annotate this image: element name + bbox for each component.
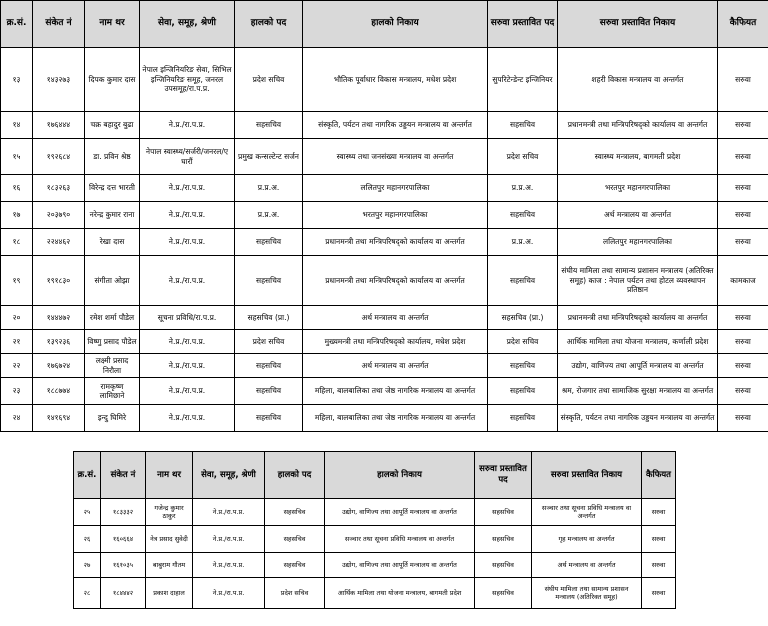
post-cell: प्रदेश सचिव	[235, 48, 303, 112]
sn-cell: २८	[74, 578, 101, 609]
header-new-post: सरुवा प्रस्तावित पद	[475, 452, 532, 499]
service-cell: ने.प्र./रा.प.प्र.	[193, 526, 265, 553]
sn-cell: १६	[1, 175, 33, 202]
name-cell: रमेश शर्मा पौडेल	[85, 306, 140, 330]
sn-cell: २४	[1, 405, 33, 432]
post-cell: सहसचिव	[235, 354, 303, 378]
new-post-cell: सहसचिव	[488, 202, 558, 229]
new-office-cell: संघीय मामिला तथा सामान्य प्रशासन मन्त्रालय (अतिरिक्त समूह) काज : नेपाल पर्यटन तथा होटल व्यवस्थापन प्रतिष्ठान	[558, 256, 718, 306]
code-cell: १७६७२४	[33, 354, 85, 378]
header-sn: क्र.सं.	[1, 1, 33, 48]
name-cell: प्रकाश दाहाल	[146, 578, 193, 609]
service-cell: ने.प्र./रा.प.प्र.	[140, 112, 235, 139]
remark-cell: कामकाज	[718, 256, 768, 306]
post-cell: सहसचिव	[235, 229, 303, 256]
office-cell: ललितपुर महानगरपालिका	[303, 175, 488, 202]
name-cell: चक्र बहादुर बुढा	[85, 112, 140, 139]
post-cell: प्रमुख कन्सल्टेन्ट सर्जन	[235, 139, 303, 175]
office-cell: अर्थ मन्त्रालय वा अन्तर्गत	[303, 306, 488, 330]
new-post-cell: सहसचिव	[488, 112, 558, 139]
remark-cell: सरुवा	[642, 526, 676, 553]
service-cell: ने.प्र./रा.प.प्र.	[140, 378, 235, 405]
code-cell: २२४४६२	[33, 229, 85, 256]
post-cell: सहसचिव	[235, 256, 303, 306]
code-cell: १९१८३०	[33, 256, 85, 306]
header-new-office: सरुवा प्रस्तावित निकाय	[532, 452, 642, 499]
table-row	[1, 202, 768, 229]
service-cell: ने.प्र./रा.प.प्र.	[140, 405, 235, 432]
new-post-cell: सहसचिव	[475, 499, 532, 526]
new-office-cell: प्रधानमन्त्री तथा मन्त्रिपरिषद्‌को कार्यालय वा अन्तर्गत	[558, 112, 718, 139]
service-cell: नेपाल इन्जिनियरिङ सेवा, सिभिल इन्जिनियरिङ समूह, जनरल उपसमूह/रा.प.प्र.	[140, 48, 235, 112]
code-cell: १३९२३६	[33, 330, 85, 354]
sn-cell: १५	[1, 139, 33, 175]
new-post-cell: सहसचिव	[488, 405, 558, 432]
header-row	[1, 1, 768, 48]
sn-cell: १८	[1, 229, 33, 256]
header-row	[74, 452, 676, 499]
service-cell: ने.प्र./रा.प.प्र.	[140, 330, 235, 354]
table-row	[1, 378, 768, 405]
header-sn: क्र.सं.	[74, 452, 101, 499]
table-row	[1, 112, 768, 139]
new-post-cell: सहसचिव	[488, 256, 558, 306]
name-cell: लक्ष्मी प्रसाद निरौला	[85, 354, 140, 378]
header-new-post: सरुवा प्रस्तावित पद	[488, 1, 558, 48]
header-remark: कैफियत	[718, 1, 768, 48]
name-cell: बाबुराम गौतम	[146, 553, 193, 578]
table-row	[1, 229, 768, 256]
table-row	[1, 139, 768, 175]
new-post-cell: प्रदेश सचिव	[488, 139, 558, 175]
transfer-table-continued	[73, 451, 676, 609]
header-service: सेवा, समूह, श्रेणी	[140, 1, 235, 48]
remark-cell: सरुवा	[642, 578, 676, 609]
new-office-cell: स्वास्थ्य मन्त्रालय, बागमती प्रदेश	[558, 139, 718, 175]
table-row	[1, 256, 768, 306]
header-service: सेवा, समूह, श्रेणी	[193, 452, 265, 499]
sn-cell: २६	[74, 526, 101, 553]
code-cell: २०३७९०	[33, 202, 85, 229]
code-cell: १८३३३२	[101, 499, 146, 526]
new-office-cell: आर्थिक मामिला तथा योजना मन्त्रालय, कर्णाली प्रदेश	[558, 330, 718, 354]
remark-cell: सरुवा	[718, 48, 768, 112]
remark-cell: सरुवा	[718, 229, 768, 256]
table-row	[1, 330, 768, 354]
office-cell: स्वास्थ्य तथा जनसंख्या मन्त्रालय वा अन्तर्गत	[303, 139, 488, 175]
header-office: हालको निकाय	[303, 1, 488, 48]
header-name: नाम थर	[146, 452, 193, 499]
header-office: हालको निकाय	[325, 452, 475, 499]
header-new-office: सरुवा प्रस्तावित निकाय	[558, 1, 718, 48]
name-cell: इन्दु घिमिरे	[85, 405, 140, 432]
remark-cell: सरुवा	[642, 499, 676, 526]
post-cell: सहसचिव	[235, 405, 303, 432]
table-row	[1, 175, 768, 202]
sn-cell: २३	[1, 378, 33, 405]
new-office-cell: अर्थ मन्त्रालय वा अन्तर्गत	[558, 202, 718, 229]
office-cell: उद्योग, वाणिज्य तथा आपूर्ति मन्त्रालय वा अन्तर्गत	[325, 553, 475, 578]
code-cell: १८३२६३	[33, 175, 85, 202]
office-cell: प्रधानमन्त्री तथा मन्त्रिपरिषद्‌को कार्यालय वा अन्तर्गत	[303, 229, 488, 256]
office-cell: महिला, बालबालिका तथा जेष्ठ नागरिक मन्त्रालय वा अन्तर्गत	[303, 405, 488, 432]
table-row	[1, 306, 768, 330]
header-post: हालको पद	[235, 1, 303, 48]
post-cell: प्र.प्र.अ.	[235, 202, 303, 229]
remark-cell: सरुवा	[718, 405, 768, 432]
remark-cell: सरुवा	[718, 330, 768, 354]
new-office-cell: उद्योग, वाणिज्य तथा आपूर्ति मन्त्रालय वा अन्तर्गत	[558, 354, 718, 378]
new-post-cell: सहसचिव	[475, 578, 532, 609]
new-office-cell: गृह मन्त्रालय वा अन्तर्गत	[532, 526, 642, 553]
service-cell: ने.प्र./रा.प.प्र.	[193, 578, 265, 609]
office-cell: अर्थ मन्त्रालय वा अन्तर्गत	[303, 354, 488, 378]
post-cell: प्रदेश सचिव	[235, 330, 303, 354]
code-cell: १७६४४४	[33, 112, 85, 139]
remark-cell: सरुवा	[718, 378, 768, 405]
name-cell: विरेन्द्र दत्त भारती	[85, 175, 140, 202]
name-cell: डा. प्रविन श्रेष्ठ	[85, 139, 140, 175]
new-post-cell: प्र.प्र.अ.	[488, 229, 558, 256]
sn-cell: २७	[74, 553, 101, 578]
post-cell: सहसचिव	[235, 378, 303, 405]
new-office-cell: ललितपुर महानगरपालिका	[558, 229, 718, 256]
sn-cell: १७	[1, 202, 33, 229]
new-office-cell: संघीय मामिला तथा सामान्य प्रशासन मन्त्रालय (अतिरिक्त समूह)	[532, 578, 642, 609]
name-cell: रामकृष्ण लामिछाने	[85, 378, 140, 405]
table-row	[1, 405, 768, 432]
table-row	[74, 553, 676, 578]
post-cell: प्रदेश सचिव	[265, 578, 325, 609]
name-cell: नेत्र प्रसाद सुवेदी	[146, 526, 193, 553]
post-cell: सहसचिव	[265, 553, 325, 578]
new-post-cell: सहसचिव	[475, 553, 532, 578]
sn-cell: २५	[74, 499, 101, 526]
new-post-cell: सुपरिटेन्डेन्ट इन्जिनियर	[488, 48, 558, 112]
name-cell: नरेन्द्र कुमार राना	[85, 202, 140, 229]
new-post-cell: सहसचिव (प्रा.)	[488, 306, 558, 330]
post-cell: सहसचिव	[265, 499, 325, 526]
office-cell: भौतिक पूर्वाधार विकास मन्त्रालय, मधेश प्रदेश	[303, 48, 488, 112]
new-office-cell: भरतपुर महानगरपालिका	[558, 175, 718, 202]
remark-cell: सरुवा	[718, 112, 768, 139]
post-cell: सहसचिव	[265, 526, 325, 553]
code-cell: १४४४७२	[33, 306, 85, 330]
header-code: संकेत नं	[33, 1, 85, 48]
office-cell: संस्कृति, पर्यटन तथा नागरिक उड्डयन मन्त्रालय वा अन्तर्गत	[303, 112, 488, 139]
new-office-cell: श्रम, रोजगार तथा सामाजिक सुरक्षा मन्त्रालय वा अन्तर्गत	[558, 378, 718, 405]
post-cell: सहसचिव (प्रा.)	[235, 306, 303, 330]
remark-cell: सरुवा	[718, 354, 768, 378]
new-post-cell: सहसचिव	[488, 378, 558, 405]
new-post-cell: सहसचिव	[488, 354, 558, 378]
office-cell: भरतपुर महानगरपालिका	[303, 202, 488, 229]
sn-cell: १४	[1, 112, 33, 139]
new-office-cell: सञ्चार तथा सूचना प्रविधि मन्त्रालय वा अन्तर्गत	[532, 499, 642, 526]
table-row	[74, 578, 676, 609]
post-cell: सहसचिव	[235, 112, 303, 139]
office-cell: सञ्चार तथा सूचना प्रविधि मन्त्रालय वा अन्तर्गत	[325, 526, 475, 553]
sn-cell: २२	[1, 354, 33, 378]
code-cell: १४३२७३	[33, 48, 85, 112]
service-cell: ने.प्र./रा.प.प्र.	[193, 499, 265, 526]
name-cell: संगीता ओझा	[85, 256, 140, 306]
post-cell: प्र.प्र.अ.	[235, 175, 303, 202]
header-code: संकेत नं	[101, 452, 146, 499]
new-office-cell: अर्थ मन्त्रालय वा अन्तर्गत	[532, 553, 642, 578]
code-cell: १८८७७४	[33, 378, 85, 405]
office-cell: महिला, बालबालिका तथा जेष्ठ नागरिक मन्त्रालय वा अन्तर्गत	[303, 378, 488, 405]
table-row	[74, 526, 676, 553]
sn-cell: १९	[1, 256, 33, 306]
code-cell: १४१६९४	[33, 405, 85, 432]
service-cell: ने.प्र./रा.प.प्र.	[140, 202, 235, 229]
service-cell: ने.प्र./रा.प.प्र.	[140, 256, 235, 306]
office-cell: आर्थिक मामिला तथा योजना मन्त्रालय, बागमती प्रदेश	[325, 578, 475, 609]
office-cell: प्रधानमन्त्री तथा मन्त्रिपरिषद्‌को कार्यालय वा अन्तर्गत	[303, 256, 488, 306]
remark-cell: सरुवा	[718, 139, 768, 175]
table-row	[74, 499, 676, 526]
name-cell: विष्णु प्रसाद पौडेल	[85, 330, 140, 354]
service-cell: नेपाल स्वास्थ्य/सर्जरी/जनरल/ए घारौं	[140, 139, 235, 175]
sn-cell: २१	[1, 330, 33, 354]
table-row	[1, 354, 768, 378]
office-cell: मुख्यमन्त्री तथा मन्त्रिपरिषद्‌को कार्यालय, मधेश प्रदेश	[303, 330, 488, 354]
new-post-cell: सहसचिव	[475, 526, 532, 553]
table-row	[1, 48, 768, 112]
name-cell: रेखा दास	[85, 229, 140, 256]
service-cell: ने.प्र./रा.प.प्र.	[140, 175, 235, 202]
header-name: नाम थर	[85, 1, 140, 48]
service-cell: ने.प्र./रा.प.प्र.	[140, 354, 235, 378]
header-post: हालको पद	[265, 452, 325, 499]
new-office-cell: संस्कृति, पर्यटन तथा नागरिक उड्डयन मन्त्रालय वा अन्तर्गत	[558, 405, 718, 432]
service-cell: ने.प्र./रा.प.प्र.	[193, 553, 265, 578]
new-post-cell: प्र.प्र.अ.	[488, 175, 558, 202]
service-cell: ने.प्र./रा.प.प्र.	[140, 229, 235, 256]
sn-cell: १३	[1, 48, 33, 112]
code-cell: १८४४४२	[101, 578, 146, 609]
office-cell: उद्योग, वाणिज्य तथा आपूर्ति मन्त्रालय वा अन्तर्गत	[325, 499, 475, 526]
new-office-cell: शहरी विकास मन्त्रालय वा अन्तर्गत	[558, 48, 718, 112]
new-post-cell: प्रदेश सचिव	[488, 330, 558, 354]
code-cell: १९२६८४	[33, 139, 85, 175]
code-cell: १६१०३५	[101, 553, 146, 578]
service-cell: सूचना प्रविधि/रा.प.प्र.	[140, 306, 235, 330]
header-remark: कैफियत	[642, 452, 676, 499]
name-cell: गजेन्द्र कुमार ठाकुर	[146, 499, 193, 526]
remark-cell: सरुवा	[718, 175, 768, 202]
remark-cell: सरुवा	[642, 553, 676, 578]
code-cell: १६०६६४	[101, 526, 146, 553]
sn-cell: २०	[1, 306, 33, 330]
name-cell: दिपक कुमार दास	[85, 48, 140, 112]
remark-cell: सरुवा	[718, 202, 768, 229]
remark-cell: सरुवा	[718, 306, 768, 330]
new-office-cell: प्रधानमन्त्री तथा मन्त्रिपरिषद्‌को कार्यालय वा अन्तर्गत	[558, 306, 718, 330]
